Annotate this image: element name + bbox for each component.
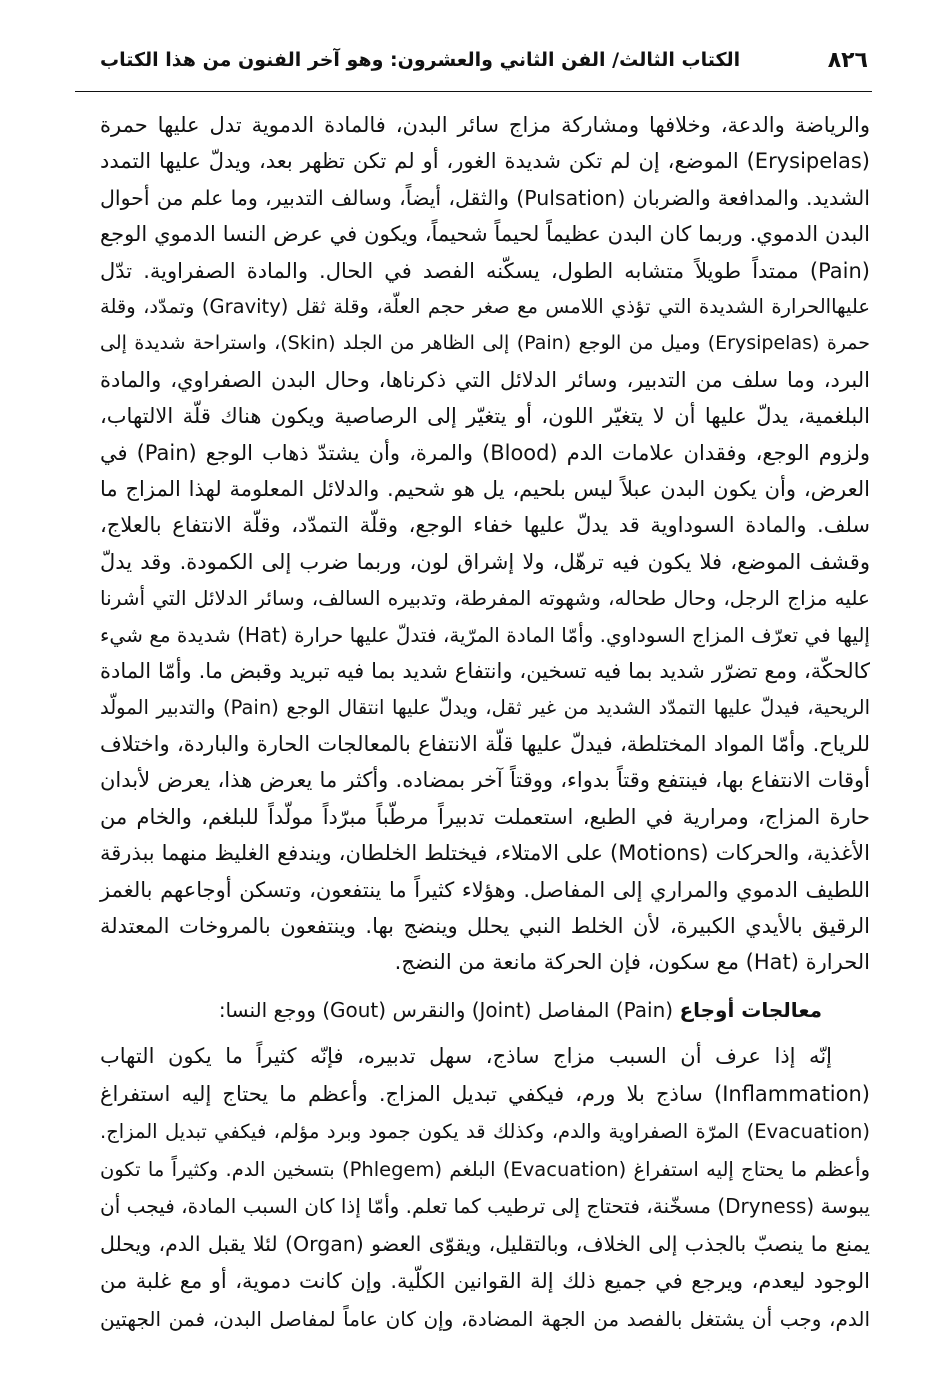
section-line: يمنع ما ينصبّ بالجذب إلى الخلاف، وبالتقليل، ويقوّى العضو (Organ) لئلا يقبل الدم، ويحلل: [100, 1231, 870, 1256]
body-line-paragraph-end: الحرارة (Hat) مع سكون، فإن الحركة مانعة من النضج.: [394, 950, 870, 975]
section-heading: [100, 992, 870, 1028]
body-line: الرقيق بالأيدي الكبيرة، لأن الخلط النبي يحلل وينضج بها. وينتفعون بالمروخات المعتدلة: [100, 913, 870, 938]
body-line: إليها في تعرّف المزاج السوداوي. وأمّا المادة المرّية، فتدلّ عليها حرارة (Hat) شديدة مع شيء: [100, 622, 870, 647]
body-line: للرياح. وأمّا المواد المختلطة، فيدلّ عليها قلّة الانتفاع بالمعالجات الحارة والباردة، واختلاف: [100, 731, 870, 756]
body-line: حارة المزاج، ومرارية في الطبع، استعملت تدبيراً مرطّباً مبرّداً مولّداً للبلغم، والخام من: [100, 804, 870, 829]
body-line: والرياضة والدعة، وخلافها ومشاركة مزاج سائر البدن، فالمادة الدموية تدل عليها حمرة: [100, 113, 870, 137]
body-line: ولزوم الوجع، وفقدان علامات الدم (Blood) والمرة، وأن يشتدّ ذهاب الوجع (Pain) في: [100, 440, 870, 465]
body-line: عليه مزاج الرجل، وحال طحاله، وشهوته المفرطة، وتدبيره السالف، وسائر الدلائل التي أشرنا: [100, 586, 870, 611]
running-title: الكتاب الثالث/ الفن الثاني والعشرون: وهو آخر الفنون من هذا الكتاب: [100, 49, 741, 71]
body-line: (Pain) ممتداً طويلاً متشابه الطول، يسكّنه الفصد في الحال. والمادة الصفراوية. تدّل: [100, 258, 870, 283]
section-line: يبوسة (Dryness) مسخّنة، فتحتاج إلى ترطيب كما تعلم. وأمّا إذا كان السبب المادة، فيجب أن: [100, 1194, 870, 1218]
section-line: الوجود ليعدم، ويرجع في جميع ذلك إلة القوانين الكلّية. وإن كانت دموية، أو مع غلبة من: [100, 1269, 870, 1293]
section-line: الدم، وجب أن يشتغل بالفصد من الجهة المضادة، وإن كان عاماً لمفاصل البدن، فمن الجهتين: [100, 1306, 870, 1331]
body-line: الأغذية، والحركات (Motions) على الامتلاء، فيختلط الخلطان، ويندفع الغليظ منهما ببذرقة: [100, 841, 870, 866]
body-line: اللطيف الدموي والمراري إلى المفاصل. وهؤلاء كثيراً ما ينتفعون، وتسكن أوجاعهم بالغمز: [100, 877, 870, 902]
body-line: العرض، وأن يكون البدن عبلاً ليس بلحيم، يل هو شحيم. والدلائل المعلومة لهذا المزاج ما: [100, 477, 870, 502]
section-line: وأعظم ما يحتاج إليه استفراغ (Evacuation) البلغم (Phlegem) بتسخين الدم. وكثيراً ما تكون: [100, 1157, 870, 1181]
body-line: الشديد. والمدافعة والضربان (Pulsation) والثقل، أيضاً، وسالف التدبير، وما علم من أحوال: [100, 185, 870, 210]
page-header: [100, 40, 868, 80]
body-line: وقشف الموضع، فلا يكون فيه ترهّل، ولا إشراق لون، وربما ضرب إلى الكمودة. وقد يدلّ: [100, 549, 870, 574]
body-line: البدن الدموي. وربما كان البدن عظيماً لحيماً شحيماً، ويكون في عرض النسا الدموي الوجع: [100, 222, 870, 247]
body-line: حمرة (Erysipelas) وميل من الوجع (Pain) إلى الظاهر من الجلد (Skin)، واستراحة شديدة إلى: [100, 332, 871, 355]
section-line-first: إنّه إذا عرف أن السبب مزاج ساذج، سهل تدبيره، فإنّه كثيراً ما يكون التهاب: [100, 1044, 832, 1068]
header-rule: [75, 91, 872, 92]
section-line: (Evacuation) المرّة الصفراوية والدم، وكذلك قد يكون جمود وبرد مؤلم، فيكفي تبديل المزاج.: [100, 1120, 870, 1143]
section-heading-rest: (Pain) المفاصل (Joint) والنقرس (Gout) ووجع النسا:: [218, 998, 674, 1022]
body-line: كالحكّة، ومع تضرّر شديد بما فيه تسخين، وانتفاع شديد بما فيه تبريد وقبض ما. وأمّا المادة: [100, 659, 870, 684]
body-line: سلف. والمادة السوداوية قد يدلّ عليها خفاء الوجع، وقلّة التمدّد، وقلّة الانتفاع بالعلاج،: [100, 513, 870, 538]
page-number: ٨٢٦: [827, 47, 868, 73]
section-heading-bold: معالجات أوجاع: [679, 998, 822, 1022]
body-line: (Erysipelas) الموضع، إن لم تكن شديدة الغور، أو لم تكن تظهر بعد، ويدلّ عليها التمدد: [100, 149, 870, 174]
section-line: (Inflammation) ساذج بلا ورم، فيكفي تبديل المزاج. وأعظم ما يحتاج إليه استفراغ: [100, 1081, 870, 1106]
body-line: أوقات الانتفاع بها، فينتفع وقتاً بدواء، ووقتاً آخر بمضاده. وأكثر ما يعرض هذا، يعرض لأبدان: [100, 768, 870, 793]
body-line: البرد، وما سلف من التدبير، وسائر الدلائل التي ذكرناها، وحال البدن الصفراوي، والمادة: [100, 367, 870, 392]
body-line: البلغمية، يدلّ عليها أن لا يتغيّر اللون، أو يتغيّر إلى الرصاصية ويكون هناك قلّة الالتهاب،: [100, 404, 870, 429]
body-line: عليهاالحرارة الشديدة التي تؤذي اللامس مع صغر حجم العلّة، وقلة ثقل (Gravity) وتمدّد، وقلة: [100, 295, 871, 319]
section-paragraph: [100, 1038, 870, 1338]
body-paragraph: [100, 107, 870, 981]
body-line: الريحية، فيدلّ عليها التمدّد الشديد من غير ثقل، ويدلّ عليها انتقال الوجع (Pain) والتدبير المولّد: [100, 695, 871, 719]
